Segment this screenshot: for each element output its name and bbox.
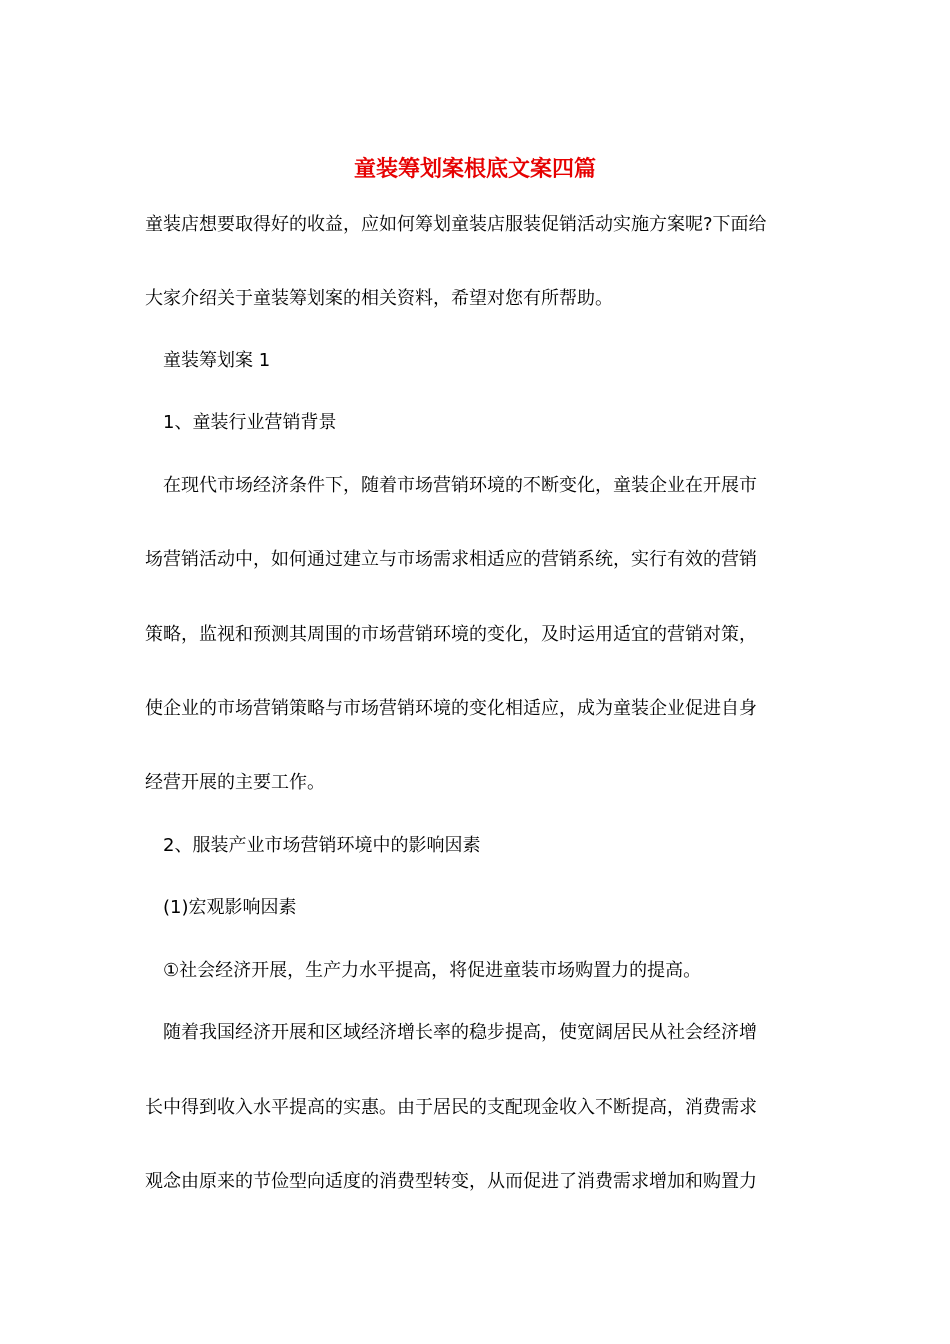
- subsection-heading: (1)宏观影响因素: [163, 897, 297, 918]
- body-line: 在现代市场经济条件下，随着市场营销环境的不断变化，童装企业在开展市: [163, 475, 757, 496]
- body-line: 经营开展的主要工作。: [145, 772, 325, 793]
- body-line: 观念由原来的节俭型向适度的消费型转变，从而促进了消费需求增加和购置力: [145, 1171, 757, 1192]
- list-item: ①社会经济开展，生产力水平提高，将促进童装市场购置力的提高。: [163, 960, 702, 981]
- body-line: 长中得到收入水平提高的实惠。由于居民的支配现金收入不断提高，消费需求: [145, 1097, 757, 1118]
- body-line: 随着我国经济开展和区域经济增长率的稳步提高，使宽阔居民从社会经济增: [163, 1022, 757, 1043]
- body-line: 大家介绍关于童装筹划案的相关资料，希望对您有所帮助。: [145, 288, 613, 309]
- section-heading: 童装筹划案 1: [163, 350, 271, 371]
- body-line: 策略，监视和预测其周围的市场营销环境的变化，及时运用适宜的营销对策，: [145, 624, 757, 645]
- section-heading: 2、服装产业市场营销环境中的影响因素: [163, 835, 481, 856]
- body-line: 使企业的市场营销策略与市场营销环境的变化相适应，成为童装企业促进自身: [145, 698, 757, 719]
- body-line: 场营销活动中，如何通过建立与市场需求相适应的营销系统，实行有效的营销: [145, 549, 757, 570]
- section-heading: 1、童装行业营销背景: [163, 412, 337, 433]
- document-title: 童装筹划案根底文案四篇: [353, 156, 596, 182]
- body-line: 童装店想要取得好的收益，应如何筹划童装店服装促销活动实施方案呢?下面给: [145, 214, 767, 235]
